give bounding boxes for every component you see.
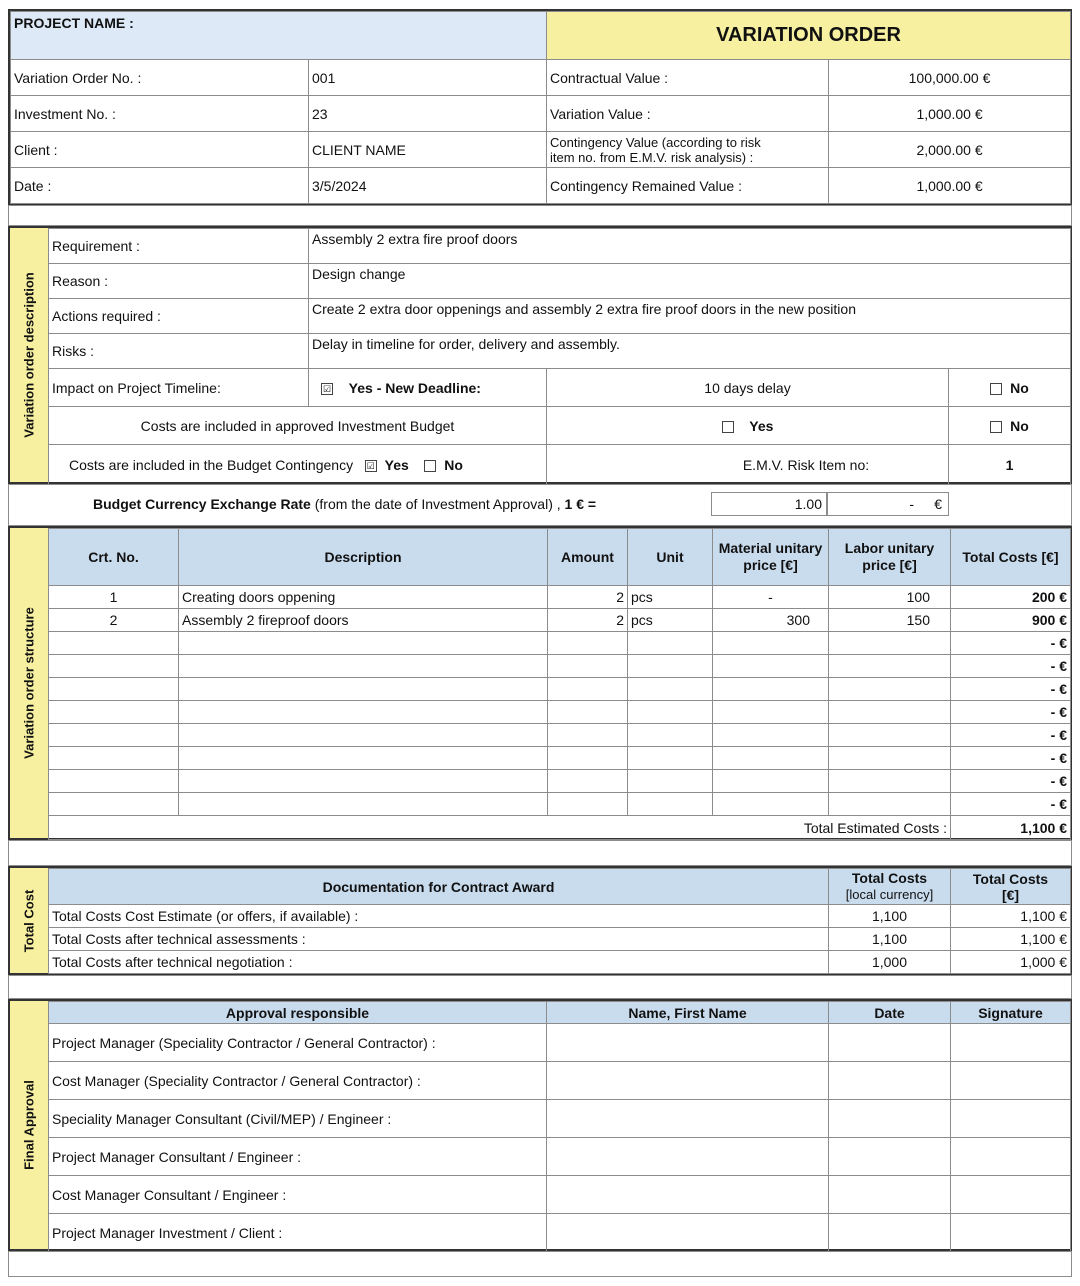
- total-cost-row: [49, 928, 1071, 951]
- row-material-price[interactable]: [713, 724, 829, 747]
- form-title: VARIATION ORDER: [547, 12, 1071, 60]
- row-crt-no[interactable]: [49, 747, 179, 770]
- approval-row: [49, 1138, 1071, 1176]
- row-total[interactable]: - €: [951, 632, 1071, 655]
- budget-no-option[interactable]: [949, 407, 1071, 445]
- row-amount[interactable]: [548, 724, 628, 747]
- row-total[interactable]: - €: [951, 701, 1071, 724]
- total-cost-row: [49, 951, 1071, 974]
- row-amount[interactable]: [548, 632, 628, 655]
- col-unit: Unit: [628, 529, 713, 586]
- row-total[interactable]: - €: [951, 678, 1071, 701]
- approval-role-label: Project Manager Consultant / Engineer :: [49, 1138, 547, 1176]
- total-cost-eur[interactable]: 1,100 €: [951, 905, 1071, 928]
- row-unit[interactable]: [628, 655, 713, 678]
- row-labor-price[interactable]: 100: [829, 586, 951, 609]
- budget-no-checkbox[interactable]: [990, 421, 1002, 433]
- impact-yes-label: Yes - New Deadline:: [348, 379, 481, 396]
- row-material-price[interactable]: [713, 678, 829, 701]
- approval-signature-field[interactable]: [951, 1214, 1071, 1252]
- row-description[interactable]: [179, 632, 548, 655]
- row-unit[interactable]: [628, 632, 713, 655]
- budget-yes-label: Yes: [749, 417, 774, 434]
- row-material-price[interactable]: [713, 701, 829, 724]
- row-amount[interactable]: [548, 747, 628, 770]
- approval-signature-field[interactable]: [951, 1176, 1071, 1214]
- impact-delay-value[interactable]: 10 days delay: [547, 369, 949, 407]
- col-name: Name, First Name: [547, 1002, 829, 1024]
- impact-no-option[interactable]: [949, 369, 1071, 407]
- table-row: [49, 793, 1071, 816]
- budget-label: Costs are included in approved Investment Budget: [49, 407, 547, 445]
- approval-name-field[interactable]: [547, 1176, 829, 1214]
- row-total[interactable]: - €: [951, 655, 1071, 678]
- row-crt-no[interactable]: [49, 655, 179, 678]
- description-block: [8, 226, 1072, 484]
- row-labor-price[interactable]: [829, 632, 951, 655]
- approval-signature-field[interactable]: [951, 1100, 1071, 1138]
- total-cost-row: [49, 905, 1071, 928]
- row-description[interactable]: [179, 655, 548, 678]
- date-label: Date :: [11, 168, 309, 204]
- row-description[interactable]: Assembly 2 fireproof doors: [179, 609, 548, 632]
- row-crt-no[interactable]: 1: [49, 586, 179, 609]
- spacer-row: [8, 840, 1072, 866]
- approval-row: [49, 1176, 1071, 1214]
- approval-date-field[interactable]: [829, 1138, 951, 1176]
- row-amount[interactable]: 2: [548, 586, 628, 609]
- impact-yes-option[interactable]: [309, 369, 547, 407]
- local-header-line1: Total Costs: [851, 870, 928, 886]
- table-row: [49, 678, 1071, 701]
- requirement-value[interactable]: Assembly 2 extra fire proof doors: [309, 229, 1071, 264]
- client-value[interactable]: CLIENT NAME: [309, 132, 547, 168]
- exchange-label-end: 1 € =: [560, 496, 597, 512]
- col-material-price: Material unitary price [€]: [713, 529, 829, 586]
- row-unit[interactable]: [628, 770, 713, 793]
- row-material-price[interactable]: [713, 747, 829, 770]
- table-row: [49, 609, 1071, 632]
- emv-label: E.M.V. Risk Item no:: [547, 445, 949, 485]
- header-block: [8, 9, 1072, 205]
- row-description[interactable]: [179, 770, 548, 793]
- row-crt-no[interactable]: [49, 678, 179, 701]
- vo-no-label: Variation Order No. :: [11, 60, 309, 96]
- approval-role-label: Cost Manager Consultant / Engineer :: [49, 1176, 547, 1214]
- approval-date-field[interactable]: [829, 1176, 951, 1214]
- col-labor-price: Labor unitary price [€]: [829, 529, 951, 586]
- total-cost-side-label: [10, 868, 49, 973]
- approval-row: [49, 1062, 1071, 1100]
- total-cost-label: Total Costs Cost Estimate (or offers, if available) :: [49, 905, 829, 928]
- total-cost-local[interactable]: 1,100: [829, 905, 951, 928]
- table-row: [49, 770, 1071, 793]
- approval-side-label: [10, 1001, 49, 1249]
- row-unit[interactable]: [628, 724, 713, 747]
- table-row: [49, 724, 1071, 747]
- reason-value[interactable]: Design change: [309, 264, 1071, 299]
- approval-row: [49, 1214, 1071, 1252]
- doc-award-header: Documentation for Contract Award: [49, 869, 829, 905]
- exchange-dash: -: [909, 496, 914, 512]
- approval-signature-field[interactable]: [951, 1062, 1071, 1100]
- side-label-text: Total Cost: [21, 889, 37, 952]
- approval-signature-field[interactable]: [951, 1024, 1071, 1062]
- row-amount[interactable]: [548, 701, 628, 724]
- exchange-currency: €: [934, 496, 942, 512]
- row-amount[interactable]: [548, 655, 628, 678]
- approval-date-field[interactable]: [829, 1214, 951, 1252]
- exchange-label-rest: (from the date of Investment Approval) ,: [310, 496, 561, 512]
- total-cost-label: Total Costs after technical assessments :: [49, 928, 829, 951]
- approval-signature-field[interactable]: [951, 1138, 1071, 1176]
- contingency-no-checkbox[interactable]: [424, 460, 436, 472]
- row-unit[interactable]: [628, 678, 713, 701]
- contingency-label-rest: (according to risk: [658, 134, 761, 150]
- exchange-row: [8, 484, 1072, 526]
- emv-value[interactable]: 1: [949, 445, 1071, 485]
- approval-row: [49, 1024, 1071, 1062]
- date-value[interactable]: 3/5/2024: [309, 168, 547, 204]
- approval-name-field[interactable]: [547, 1100, 829, 1138]
- approval-block: [8, 999, 1072, 1251]
- budget-yes-checkbox[interactable]: [722, 421, 734, 433]
- actions-label: Actions required :: [49, 299, 309, 334]
- total-cost-local[interactable]: 1,000: [829, 951, 951, 974]
- contractual-label: Contractual Value :: [547, 60, 829, 96]
- approval-row: [49, 1100, 1071, 1138]
- contingency-row: [49, 445, 547, 485]
- impact-no-label: No: [1010, 379, 1029, 396]
- row-labor-price[interactable]: [829, 770, 951, 793]
- row-unit[interactable]: [628, 793, 713, 816]
- total-cost-local[interactable]: 1,100: [829, 928, 951, 951]
- total-cost-block: [8, 866, 1072, 975]
- remained-label: Contingency Remained Value :: [547, 168, 829, 204]
- row-material-price[interactable]: [713, 655, 829, 678]
- row-labor-price[interactable]: [829, 747, 951, 770]
- row-crt-no[interactable]: [49, 701, 179, 724]
- impact-no-checkbox[interactable]: [990, 383, 1002, 395]
- row-amount[interactable]: [548, 770, 628, 793]
- actions-value[interactable]: Create 2 extra door oppenings and assembly 2 extra fire proof doors in the new position: [309, 299, 1071, 334]
- row-labor-price[interactable]: [829, 701, 951, 724]
- approval-role-label: Project Manager Investment / Client :: [49, 1214, 547, 1252]
- row-description[interactable]: [179, 701, 548, 724]
- contingency-label: [547, 132, 829, 168]
- col-crt-no: Crt. No.: [49, 529, 179, 586]
- col-amount: Amount: [548, 529, 628, 586]
- contingency-yes-label: Yes: [384, 456, 409, 473]
- row-material-price[interactable]: [713, 632, 829, 655]
- approval-date-field[interactable]: [829, 1100, 951, 1138]
- side-label-text: Final Approval: [21, 1080, 37, 1170]
- row-crt-no[interactable]: [49, 724, 179, 747]
- row-unit[interactable]: [628, 701, 713, 724]
- contractual-value[interactable]: 100,000.00 €: [829, 60, 1071, 96]
- row-material-price[interactable]: 300: [713, 609, 829, 632]
- contingency-yes-checkbox[interactable]: ☑: [366, 460, 375, 471]
- risks-value[interactable]: Delay in timeline for order, delivery and assembly.: [309, 334, 1071, 369]
- col-total-costs: Total Costs [€]: [951, 529, 1071, 586]
- row-total[interactable]: 900 €: [951, 609, 1071, 632]
- approval-date-field[interactable]: [829, 1024, 951, 1062]
- col-date: Date: [829, 1002, 951, 1024]
- structure-side-label: [10, 528, 49, 838]
- side-label-text: Variation order description: [21, 272, 37, 438]
- local-header-line2: [local currency]: [845, 887, 934, 902]
- approval-date-field[interactable]: [829, 1062, 951, 1100]
- exchange-label: [93, 496, 596, 512]
- approval-role-label: Cost Manager (Speciality Contractor / General Contractor) :: [49, 1062, 547, 1100]
- approval-name-field[interactable]: [547, 1214, 829, 1252]
- contingency-no-label: No: [444, 456, 463, 473]
- table-row: [49, 655, 1071, 678]
- row-description[interactable]: [179, 724, 548, 747]
- exchange-currency-field[interactable]: [827, 492, 949, 516]
- approval-role-label: Speciality Manager Consultant (Civil/MEP) / Engineer :: [49, 1100, 547, 1138]
- row-labor-price[interactable]: 150: [829, 609, 951, 632]
- row-total[interactable]: - €: [951, 793, 1071, 816]
- row-description[interactable]: [179, 678, 548, 701]
- total-cost-eur[interactable]: 1,000 €: [951, 951, 1071, 974]
- risks-label: Risks :: [49, 334, 309, 369]
- row-material-price[interactable]: [713, 793, 829, 816]
- side-label-text: Variation order structure: [21, 607, 37, 759]
- spacer-row: [8, 205, 1072, 226]
- table-row: [49, 632, 1071, 655]
- row-labor-price[interactable]: [829, 678, 951, 701]
- requirement-label: Requirement :: [49, 229, 309, 264]
- total-cost-eur[interactable]: 1,100 €: [951, 928, 1071, 951]
- approval-role-label: Project Manager (Speciality Contractor / General Contractor) :: [49, 1024, 547, 1062]
- spacer-row: [8, 1251, 1072, 1277]
- total-estimated-value: 1,100 €: [951, 816, 1071, 840]
- total-estimated-label: Total Estimated Costs :: [49, 816, 951, 840]
- row-unit[interactable]: pcs: [628, 609, 713, 632]
- row-crt-no[interactable]: [49, 770, 179, 793]
- row-labor-price[interactable]: [829, 793, 951, 816]
- approval-name-field[interactable]: [547, 1062, 829, 1100]
- row-description[interactable]: [179, 747, 548, 770]
- investment-value[interactable]: 23: [309, 96, 547, 132]
- local-currency-header: [829, 869, 951, 905]
- contingency-value[interactable]: 2,000.00 €: [829, 132, 1071, 168]
- row-amount[interactable]: 2: [548, 609, 628, 632]
- investment-label: Investment No. :: [11, 96, 309, 132]
- row-amount[interactable]: [548, 793, 628, 816]
- contingency-label-line2: item no. from E.M.V. risk analysis) :: [550, 149, 754, 165]
- table-row: [49, 747, 1071, 770]
- row-unit[interactable]: [628, 747, 713, 770]
- total-cost-label: Total Costs after technical negotiation :: [49, 951, 829, 974]
- approval-name-field[interactable]: [547, 1024, 829, 1062]
- row-labor-price[interactable]: [829, 724, 951, 747]
- row-amount[interactable]: [548, 678, 628, 701]
- budget-no-label: No: [1010, 417, 1029, 434]
- col-approval-responsible: Approval responsible: [49, 1002, 547, 1024]
- variation-value[interactable]: 1,000.00 €: [829, 96, 1071, 132]
- row-material-price[interactable]: -: [713, 586, 829, 609]
- spacer-row: [8, 975, 1072, 999]
- row-unit[interactable]: pcs: [628, 586, 713, 609]
- client-label: Client :: [11, 132, 309, 168]
- row-description[interactable]: Creating doors oppening: [179, 586, 548, 609]
- approval-name-field[interactable]: [547, 1138, 829, 1176]
- contingency-included-label: Costs are included in the Budget Contingency: [69, 456, 354, 473]
- row-description[interactable]: [179, 793, 548, 816]
- remained-value[interactable]: 1,000.00 €: [829, 168, 1071, 204]
- col-description: Description: [179, 529, 548, 586]
- col-signature: Signature: [951, 1002, 1071, 1024]
- project-name-label: PROJECT NAME :: [14, 15, 134, 31]
- row-labor-price[interactable]: [829, 655, 951, 678]
- description-side-label: [10, 228, 49, 482]
- row-material-price[interactable]: [713, 770, 829, 793]
- budget-yes-option[interactable]: [547, 407, 949, 445]
- contingency-label-main: Contingency Value: [550, 134, 659, 150]
- table-row: [49, 701, 1071, 724]
- exchange-rate-input[interactable]: 1.00: [711, 492, 827, 516]
- row-total[interactable]: 200 €: [951, 586, 1071, 609]
- variation-label: Variation Value :: [547, 96, 829, 132]
- row-total[interactable]: - €: [951, 747, 1071, 770]
- row-crt-no[interactable]: [49, 632, 179, 655]
- table-row: [49, 586, 1071, 609]
- row-total[interactable]: - €: [951, 770, 1071, 793]
- reason-label: Reason :: [49, 264, 309, 299]
- structure-block: [8, 526, 1072, 840]
- impact-label: Impact on Project Timeline:: [49, 369, 309, 407]
- eur-header-line2: [€]: [1001, 886, 1020, 903]
- row-total[interactable]: - €: [951, 724, 1071, 747]
- eur-header-line1: Total Costs: [972, 870, 1049, 887]
- project-name-field[interactable]: [11, 12, 547, 60]
- row-crt-no[interactable]: [49, 793, 179, 816]
- vo-no-value[interactable]: 001: [309, 60, 547, 96]
- eur-header: [951, 869, 1071, 905]
- impact-yes-checkbox[interactable]: ☑: [322, 383, 332, 394]
- row-crt-no[interactable]: 2: [49, 609, 179, 632]
- exchange-label-main: Budget Currency Exchange Rate: [93, 496, 311, 512]
